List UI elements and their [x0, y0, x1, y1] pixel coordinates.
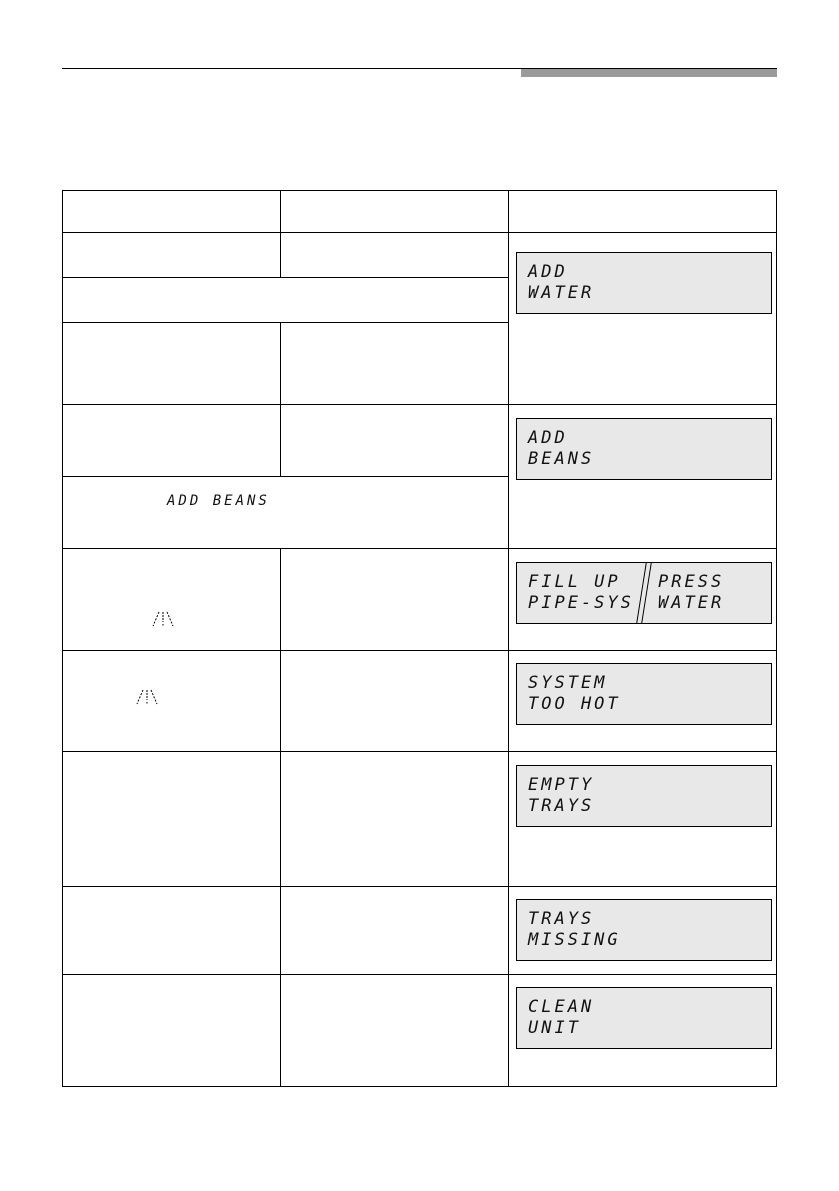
warning-icon — [135, 688, 159, 706]
display-line-1: CLEAN — [528, 997, 595, 1017]
display-line-1: TRAYS — [528, 909, 595, 929]
lcd-display-add-beans — [516, 418, 772, 480]
display-line-2: PIPE-SYS — [528, 593, 634, 613]
table-rule — [62, 751, 777, 752]
display-line-2-right: WATER — [658, 593, 725, 613]
table-column-rule — [280, 548, 281, 1087]
display-line-2: WATER — [528, 283, 595, 303]
display-line-2: TRAYS — [528, 796, 595, 816]
display-line-1: ADD — [528, 262, 568, 282]
lcd-display-fill-up-pipe-sys — [516, 562, 772, 624]
lcd-display-empty-trays — [516, 765, 772, 827]
table-column-rule — [280, 190, 281, 278]
display-divider — [641, 563, 652, 623]
table-rule — [62, 232, 777, 233]
display-line-1-right: PRESS — [658, 572, 725, 592]
table-column-rule — [508, 190, 509, 1087]
display-line-1: SYSTEM — [528, 673, 608, 693]
header-tab-bar — [521, 69, 777, 77]
display-line-1: ADD — [528, 428, 568, 448]
lcd-display-trays-missing — [516, 899, 772, 961]
inline-display-text: ADD BEANS — [167, 493, 270, 509]
display-line-1: FILL UP — [528, 572, 621, 592]
lcd-display-clean-unit — [516, 987, 772, 1049]
display-line-1: EMPTY — [528, 775, 595, 795]
display-line-2: UNIT — [528, 1018, 581, 1038]
table-column-rule — [280, 322, 281, 477]
warning-icon — [151, 610, 175, 628]
table-rule — [62, 476, 508, 477]
table-rule — [62, 404, 777, 405]
display-line-2: BEANS — [528, 449, 595, 469]
display-line-2: TOO HOT — [528, 694, 621, 714]
table-rule — [62, 974, 777, 975]
table-rule — [62, 322, 508, 323]
table-rule — [62, 886, 777, 887]
lcd-display-system-too-hot — [516, 663, 772, 725]
table-rule — [62, 650, 777, 651]
lcd-display-add-water — [516, 252, 772, 314]
table-rule — [62, 548, 777, 549]
display-line-2: MISSING — [528, 930, 621, 950]
table-rule — [62, 277, 508, 278]
